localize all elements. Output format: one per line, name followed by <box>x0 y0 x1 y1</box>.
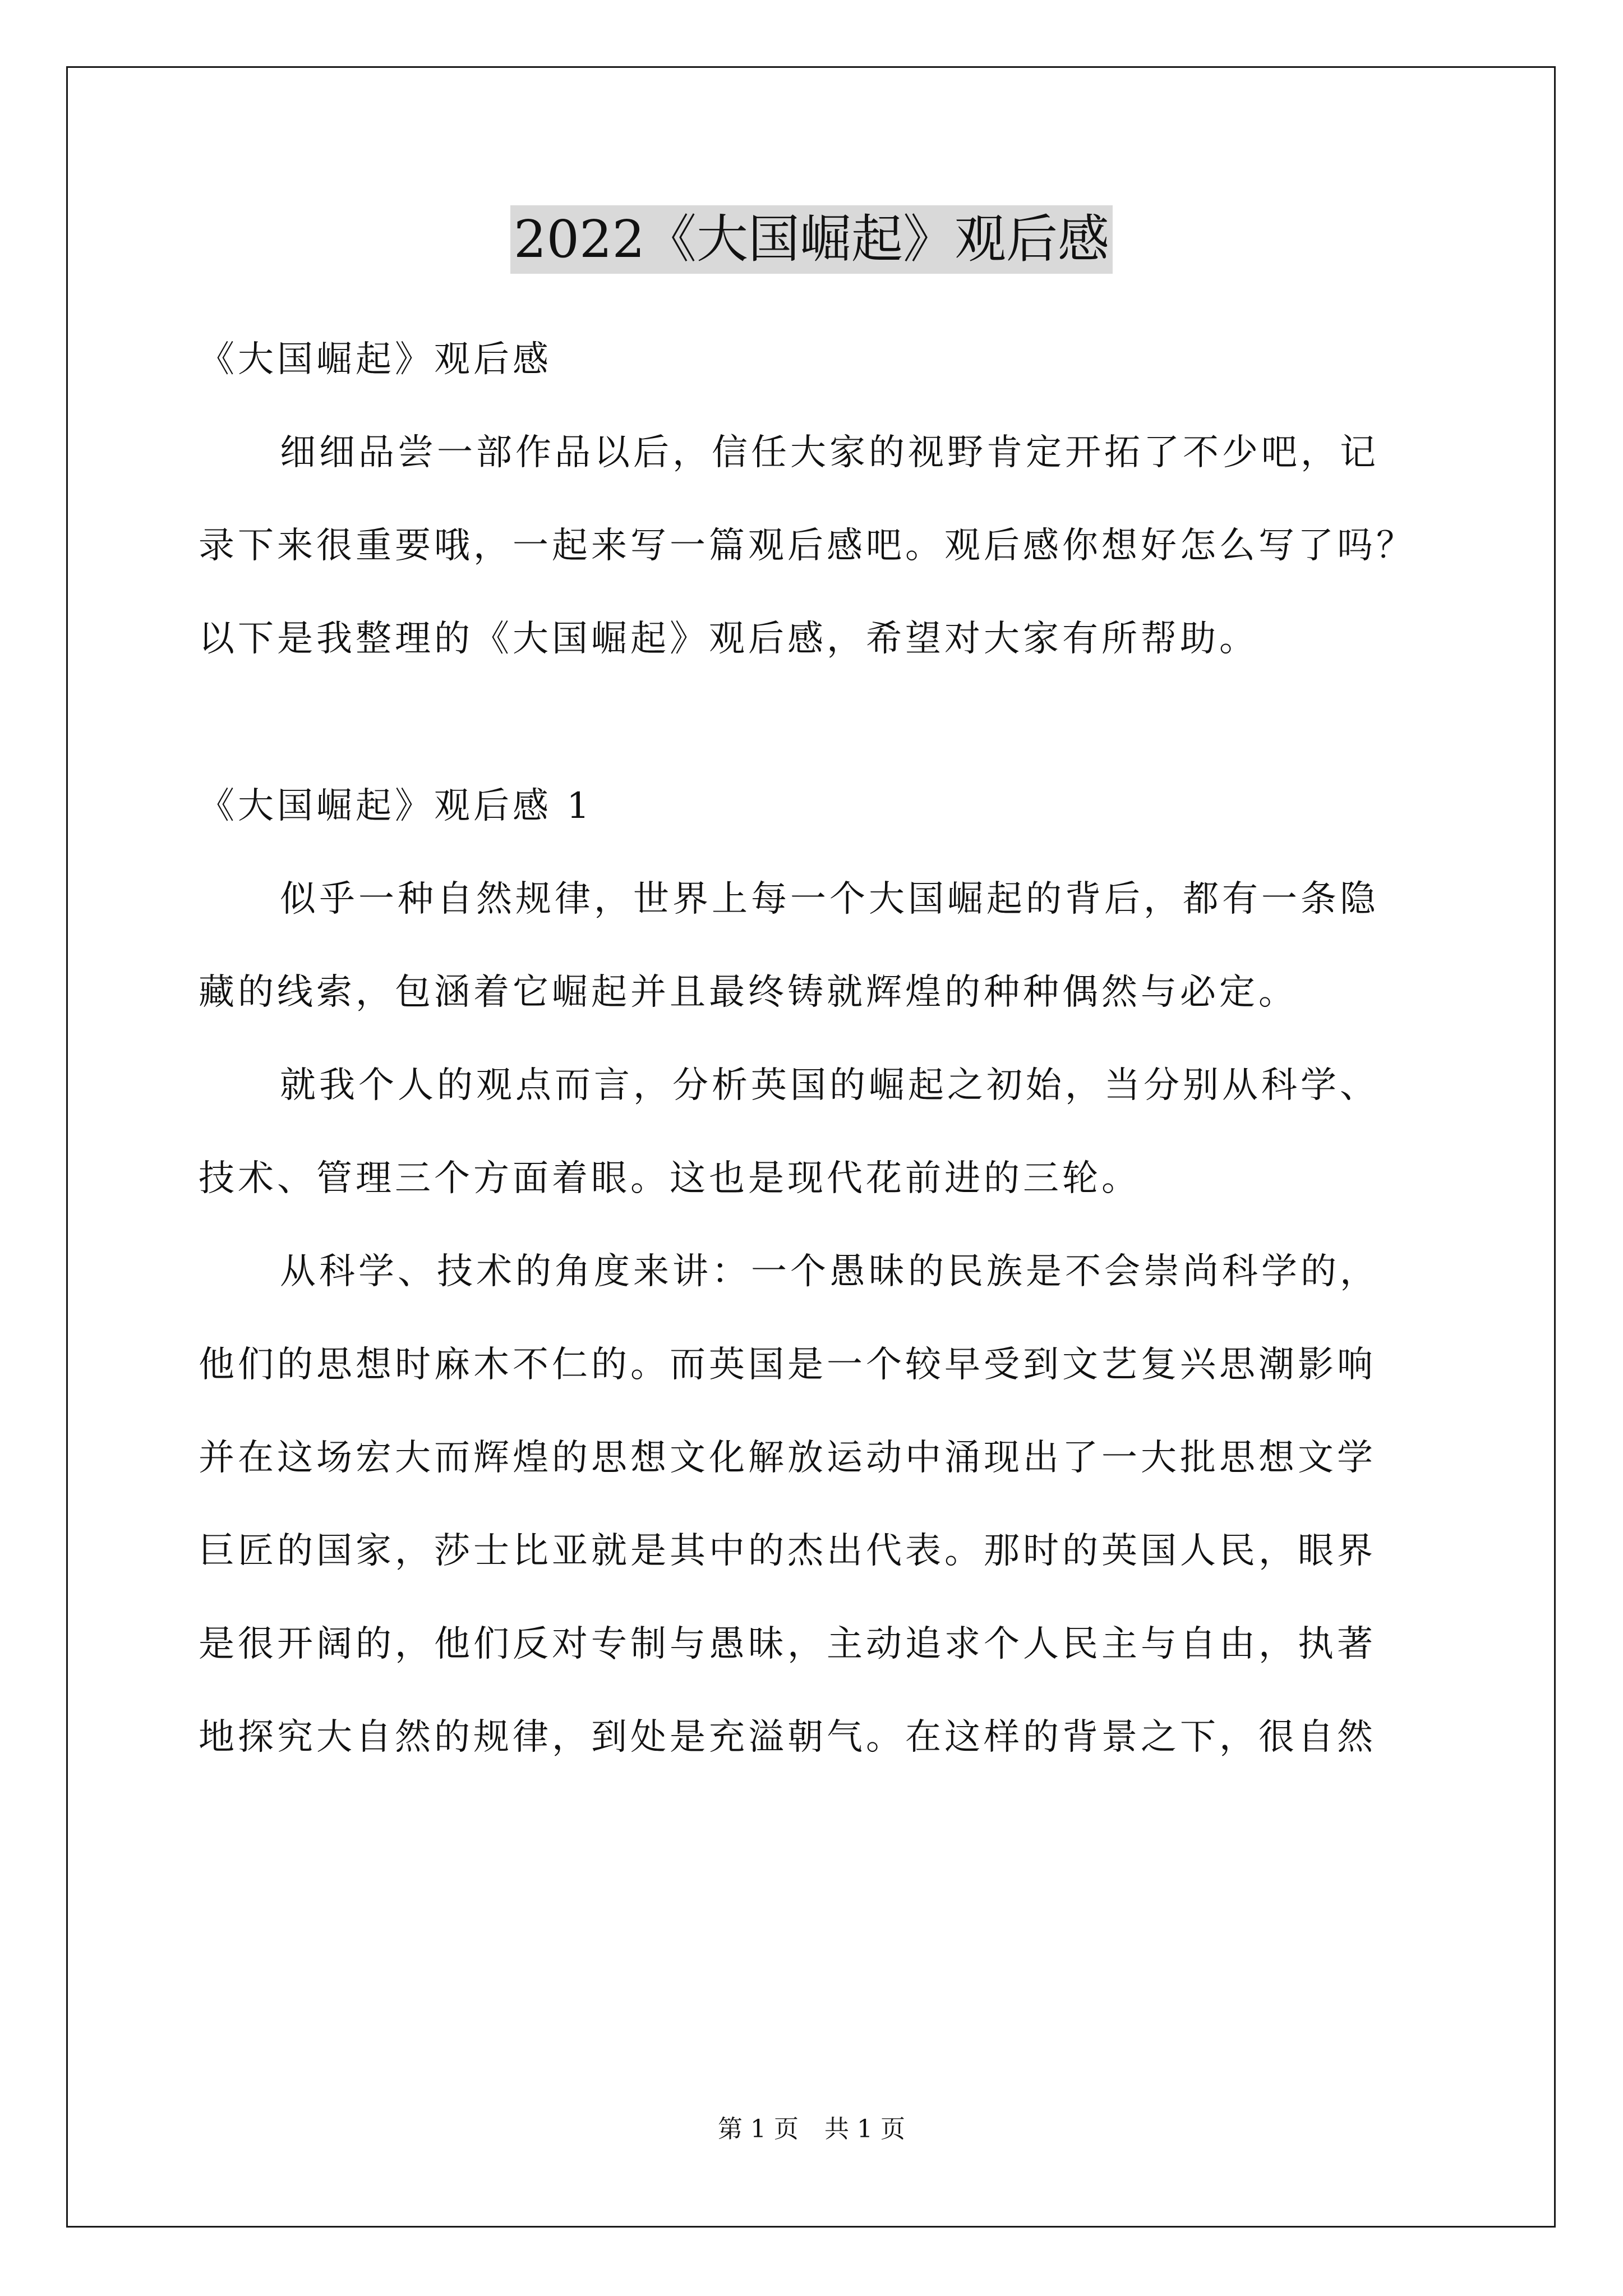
page-total: 共 1 页 <box>824 2115 905 2143</box>
document-body <box>199 313 1427 1784</box>
document-title-text: 2022《大国崛起》观后感 <box>510 205 1113 274</box>
body-line: 技术、管理三个方面着眼。这也是现代花前进的三轮。 <box>199 1158 1141 1199</box>
body-line: 巨匠的国家，莎士比亚就是其中的杰出代表。那时的英国人民，眼界 <box>199 1530 1376 1572</box>
body-line: 就我个人的观点而言，分析英国的崛起之初始，当分别从科学、 <box>280 1065 1379 1106</box>
body-line: 藏的线索，包涵着它崛起并且最终铸就辉煌的种种偶然与必定。 <box>199 972 1298 1013</box>
page-footer <box>0 2113 1623 2146</box>
body-line: 并在这场宏大而辉煌的思想文化解放运动中涌现出了一大批思想文学 <box>199 1437 1376 1479</box>
intro-line: 以下是我整理的《大国崛起》观后感，希望对大家有所帮助。 <box>199 618 1258 660</box>
body-line: 地探究大自然的规律，到处是充溢朝气。在这样的背景之下，很自然 <box>199 1717 1376 1758</box>
body-line: 从科学、技术的角度来讲：一个愚昧的民族是不会崇尚科学的， <box>280 1251 1379 1292</box>
document-title <box>0 205 1623 274</box>
subtitle: 《大国崛起》观后感 <box>199 339 552 380</box>
body-line: 他们的思想时麻木不仁的。而英国是一个较早受到文艺复兴思潮影响 <box>199 1344 1376 1386</box>
page-number: 第 1 页 <box>718 2115 799 2143</box>
intro-line: 细细品尝一部作品以后，信任大家的视野肯定开拓了不少吧，记 <box>280 432 1379 473</box>
section-heading: 《大国崛起》观后感 1 <box>199 785 593 827</box>
body-line: 是很开阔的，他们反对专制与愚昧，主动追求个人民主与自由，执著 <box>199 1623 1376 1665</box>
intro-line: 录下来很重要哦，一起来写一篇观后感吧。观后感你想好怎么写了吗？ <box>199 525 1415 567</box>
paragraph-gap <box>199 685 1427 760</box>
body-line: 似乎一种自然规律，世界上每一个大国崛起的背后，都有一条隐 <box>280 878 1379 920</box>
